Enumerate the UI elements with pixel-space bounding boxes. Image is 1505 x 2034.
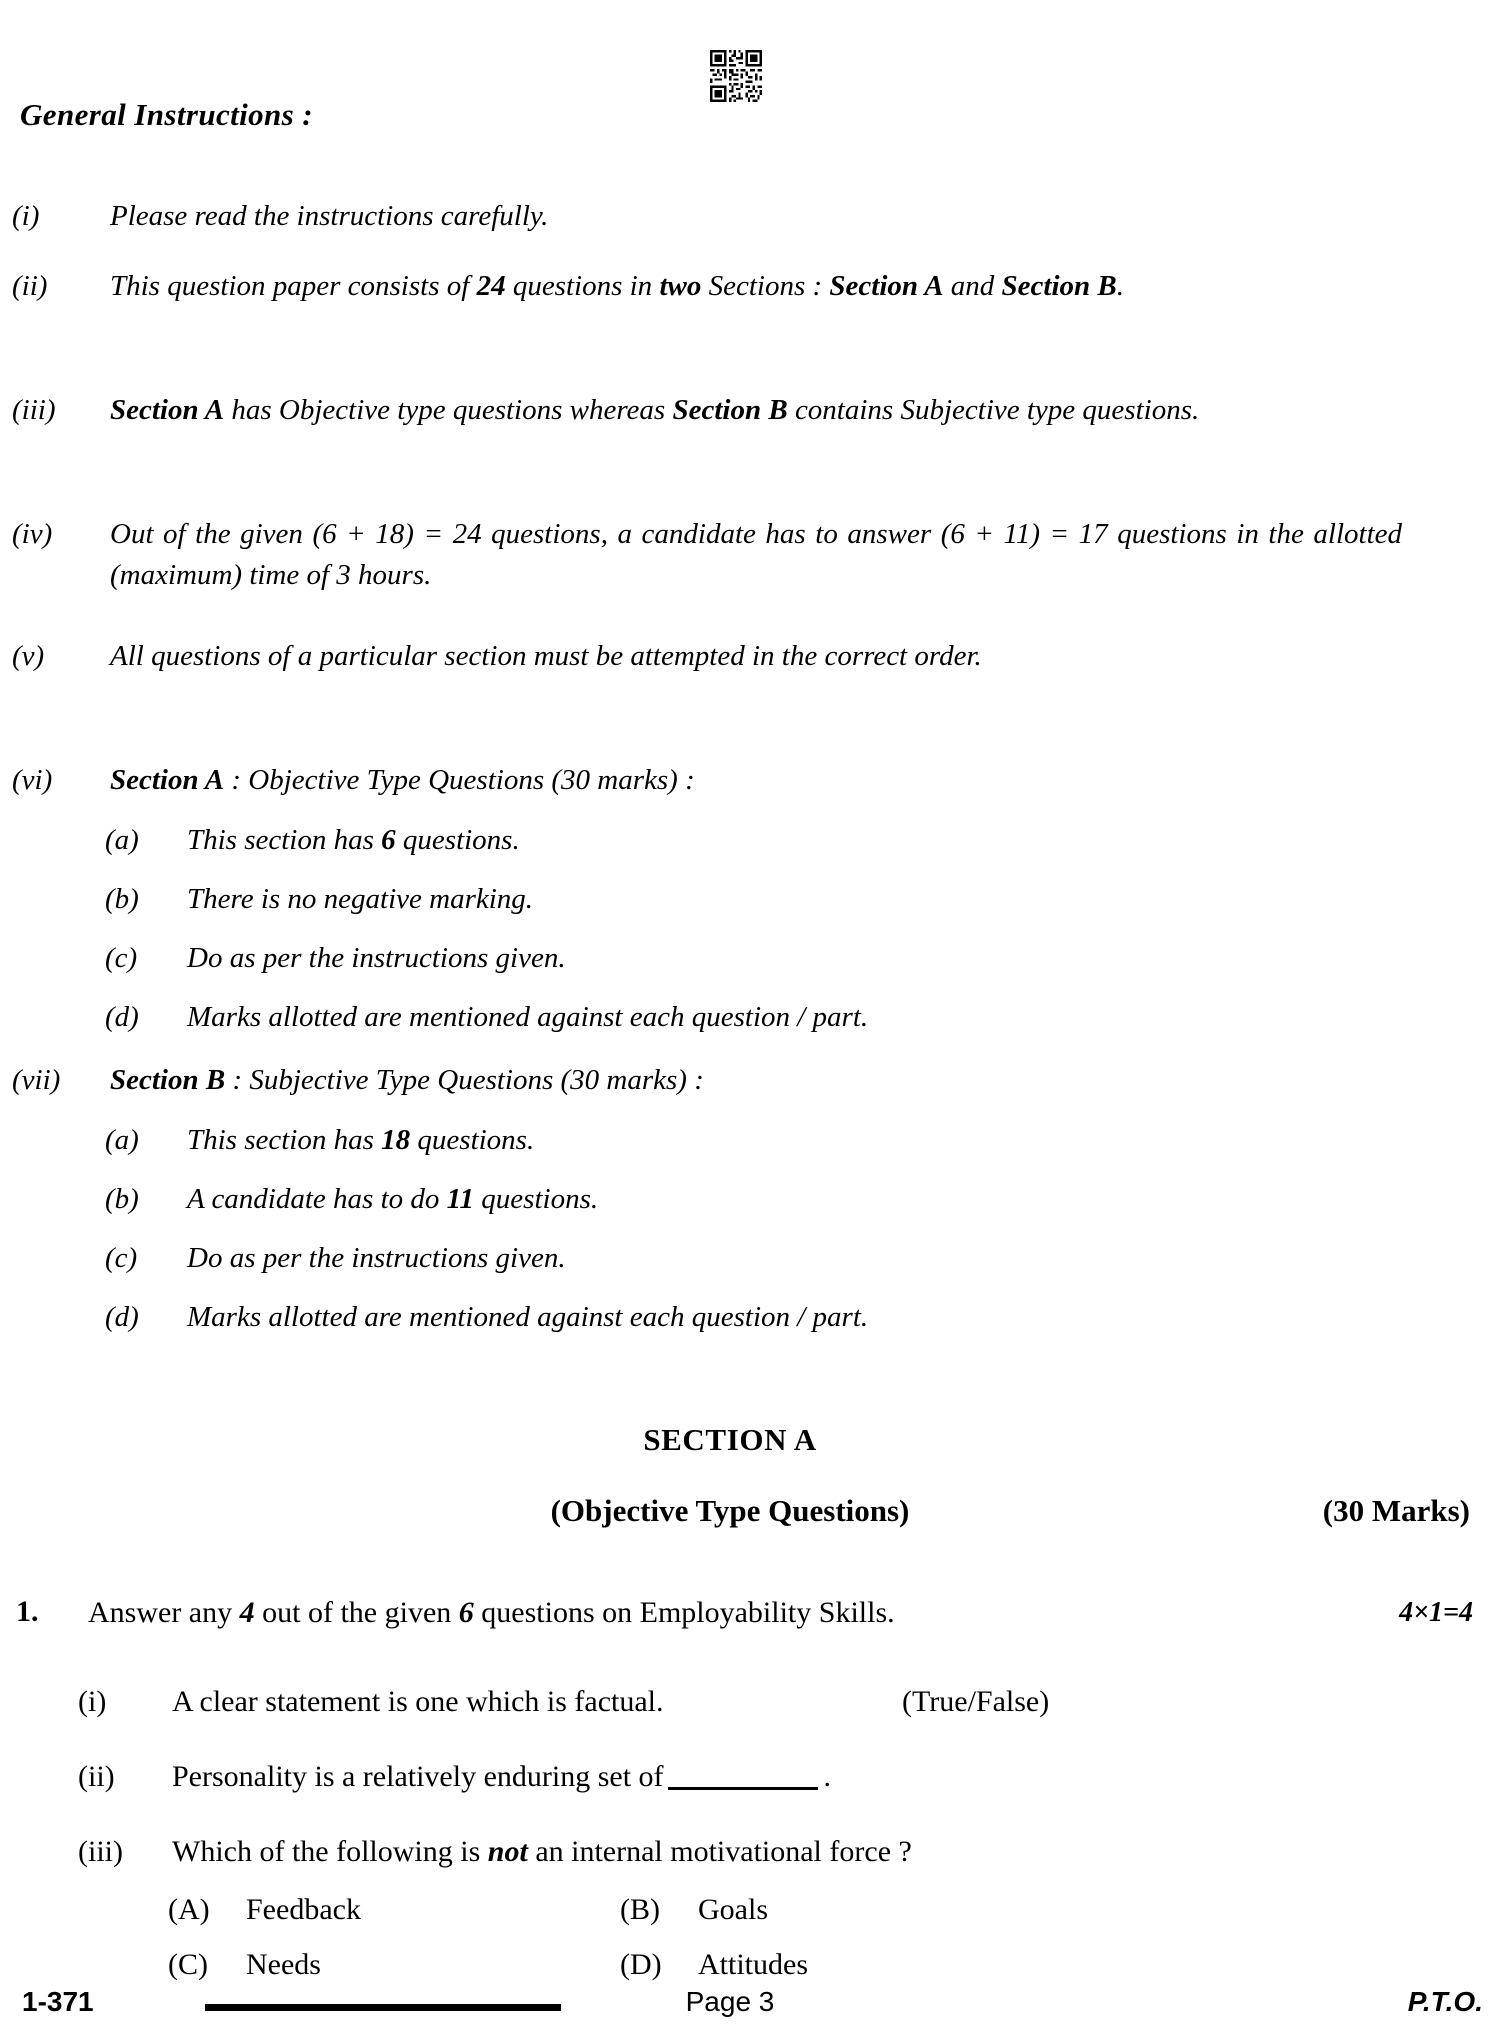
instruction-text: Section B : Subjective Type Questions (30 marks) : bbox=[110, 1064, 704, 1096]
subitem-text: Marks allotted are mentioned against each question / part. bbox=[187, 1301, 869, 1333]
instruction-text: Section A has Objective type questions whereas Section B contains Subjective type questions. bbox=[110, 394, 1200, 426]
instruction-item-iii bbox=[12, 390, 1402, 431]
option-b[interactable] bbox=[620, 1893, 768, 1927]
instruction-subitem-vii-a bbox=[105, 1120, 1405, 1161]
true-false-hint: (True/False) bbox=[902, 1685, 1050, 1718]
section-a-subtitle-row bbox=[0, 1493, 1505, 1537]
part-text bbox=[172, 1685, 1418, 1719]
subitem-text: Marks allotted are mentioned against each question / part. bbox=[187, 1001, 869, 1033]
general-instructions-heading: General Instructions : bbox=[20, 97, 314, 132]
subitem-marker: (b) bbox=[105, 1183, 139, 1215]
instruction-marker: (i) bbox=[12, 200, 40, 232]
option-c[interactable] bbox=[168, 1948, 321, 1982]
instruction-item-v bbox=[12, 636, 1402, 677]
instruction-text: All questions of a particular section must be attempted in the correct order. bbox=[110, 640, 982, 672]
part-statement: Personality is a relatively enduring set of bbox=[172, 1760, 664, 1793]
subitem-text: Do as per the instructions given. bbox=[187, 942, 566, 974]
question-1-part-ii bbox=[78, 1760, 1418, 1794]
option-d[interactable] bbox=[620, 1948, 808, 1982]
subitem-marker: (a) bbox=[105, 1124, 139, 1156]
section-a-marks: (30 Marks) bbox=[1322, 1493, 1470, 1528]
section-a-heading: SECTION A bbox=[643, 1422, 817, 1457]
instruction-subitem-vi-b bbox=[105, 879, 1405, 920]
instruction-text: Section A : Objective Type Questions (30 marks) : bbox=[110, 764, 695, 796]
option-d-text: Attitudes bbox=[698, 1948, 808, 1981]
question-1-part-iii bbox=[78, 1835, 1418, 1869]
part-statement: Which of the following is not an internal motivational force ? bbox=[172, 1835, 912, 1868]
option-a[interactable] bbox=[168, 1893, 361, 1927]
part-text bbox=[172, 1760, 1418, 1794]
instruction-item-vii bbox=[12, 1060, 1402, 1101]
option-d-label: (D) bbox=[620, 1948, 662, 1981]
pto-label: P.T.O. bbox=[1407, 1986, 1483, 2017]
subitem-text: This section has 18 questions. bbox=[187, 1124, 535, 1156]
option-a-label: (A) bbox=[168, 1893, 210, 1926]
subitem-text: This section has 6 questions. bbox=[187, 824, 520, 856]
instruction-marker: (iv) bbox=[12, 518, 53, 550]
instruction-item-i bbox=[12, 196, 1402, 237]
page-number: Page 3 bbox=[685, 1986, 775, 2017]
subitem-text: Do as per the instructions given. bbox=[187, 1242, 566, 1274]
subitem-marker: (d) bbox=[105, 1001, 139, 1033]
part-marker: (i) bbox=[78, 1685, 107, 1718]
part-statement-suffix: . bbox=[823, 1760, 832, 1793]
subitem-marker: (c) bbox=[105, 1242, 138, 1274]
instruction-marker: (vi) bbox=[12, 764, 53, 796]
qr-code-icon bbox=[706, 50, 766, 102]
subitem-marker: (d) bbox=[105, 1301, 139, 1333]
instruction-subitem-vii-d bbox=[105, 1297, 1405, 1338]
part-marker: (iii) bbox=[78, 1835, 123, 1868]
instruction-subitem-vii-b bbox=[105, 1179, 1405, 1220]
option-a-text: Feedback bbox=[246, 1893, 361, 1926]
option-b-text: Goals bbox=[698, 1893, 768, 1926]
option-c-text: Needs bbox=[246, 1948, 321, 1981]
question-1-text: Answer any 4 out of the given 6 questions on Employability Skills. bbox=[88, 1596, 895, 1629]
instruction-item-ii bbox=[12, 266, 1402, 307]
question-1-marks: 4×1=4 bbox=[1399, 1597, 1473, 1628]
instruction-marker: (ii) bbox=[12, 270, 48, 302]
page-footer bbox=[0, 1982, 1505, 2028]
fill-in-blank-field[interactable] bbox=[668, 1787, 818, 1790]
subitem-marker: (b) bbox=[105, 883, 139, 915]
instruction-text: This question paper consists of 24 questions in two Sections : Section A and Section B. bbox=[110, 270, 1125, 302]
instruction-subitem-vii-c bbox=[105, 1238, 1405, 1279]
question-1-part-i bbox=[78, 1685, 1418, 1719]
question-1-number: 1. bbox=[16, 1595, 39, 1628]
instruction-marker: (vii) bbox=[12, 1064, 61, 1096]
option-b-label: (B) bbox=[620, 1893, 660, 1926]
part-statement: A clear statement is one which is factual. bbox=[172, 1685, 664, 1718]
instruction-subitem-vi-a bbox=[105, 820, 1405, 861]
paper-code: 1-371 bbox=[22, 1986, 94, 2017]
instruction-subitem-vi-c bbox=[105, 938, 1405, 979]
subitem-text: There is no negative marking. bbox=[187, 883, 534, 915]
part-marker: (ii) bbox=[78, 1760, 115, 1793]
subitem-marker: (c) bbox=[105, 942, 138, 974]
instruction-text: Please read the instructions carefully. bbox=[110, 200, 549, 232]
instruction-subitem-vi-d bbox=[105, 997, 1405, 1038]
instruction-item-vi bbox=[12, 760, 1402, 801]
section-a-subtitle: (Objective Type Questions) bbox=[550, 1493, 910, 1528]
subitem-marker: (a) bbox=[105, 824, 139, 856]
instruction-text: Out of the given (6 + 18) = 24 questions, a candidate has to answer (6 + 11) = 17 questions in the allotted (maximum) time of 3 hours. bbox=[110, 518, 1402, 592]
option-c-label: (C) bbox=[168, 1948, 208, 1981]
instruction-item-iv bbox=[12, 514, 1402, 596]
instruction-marker: (v) bbox=[12, 640, 45, 672]
instruction-marker: (iii) bbox=[12, 394, 56, 426]
subitem-text: A candidate has to do 11 questions. bbox=[187, 1183, 599, 1215]
